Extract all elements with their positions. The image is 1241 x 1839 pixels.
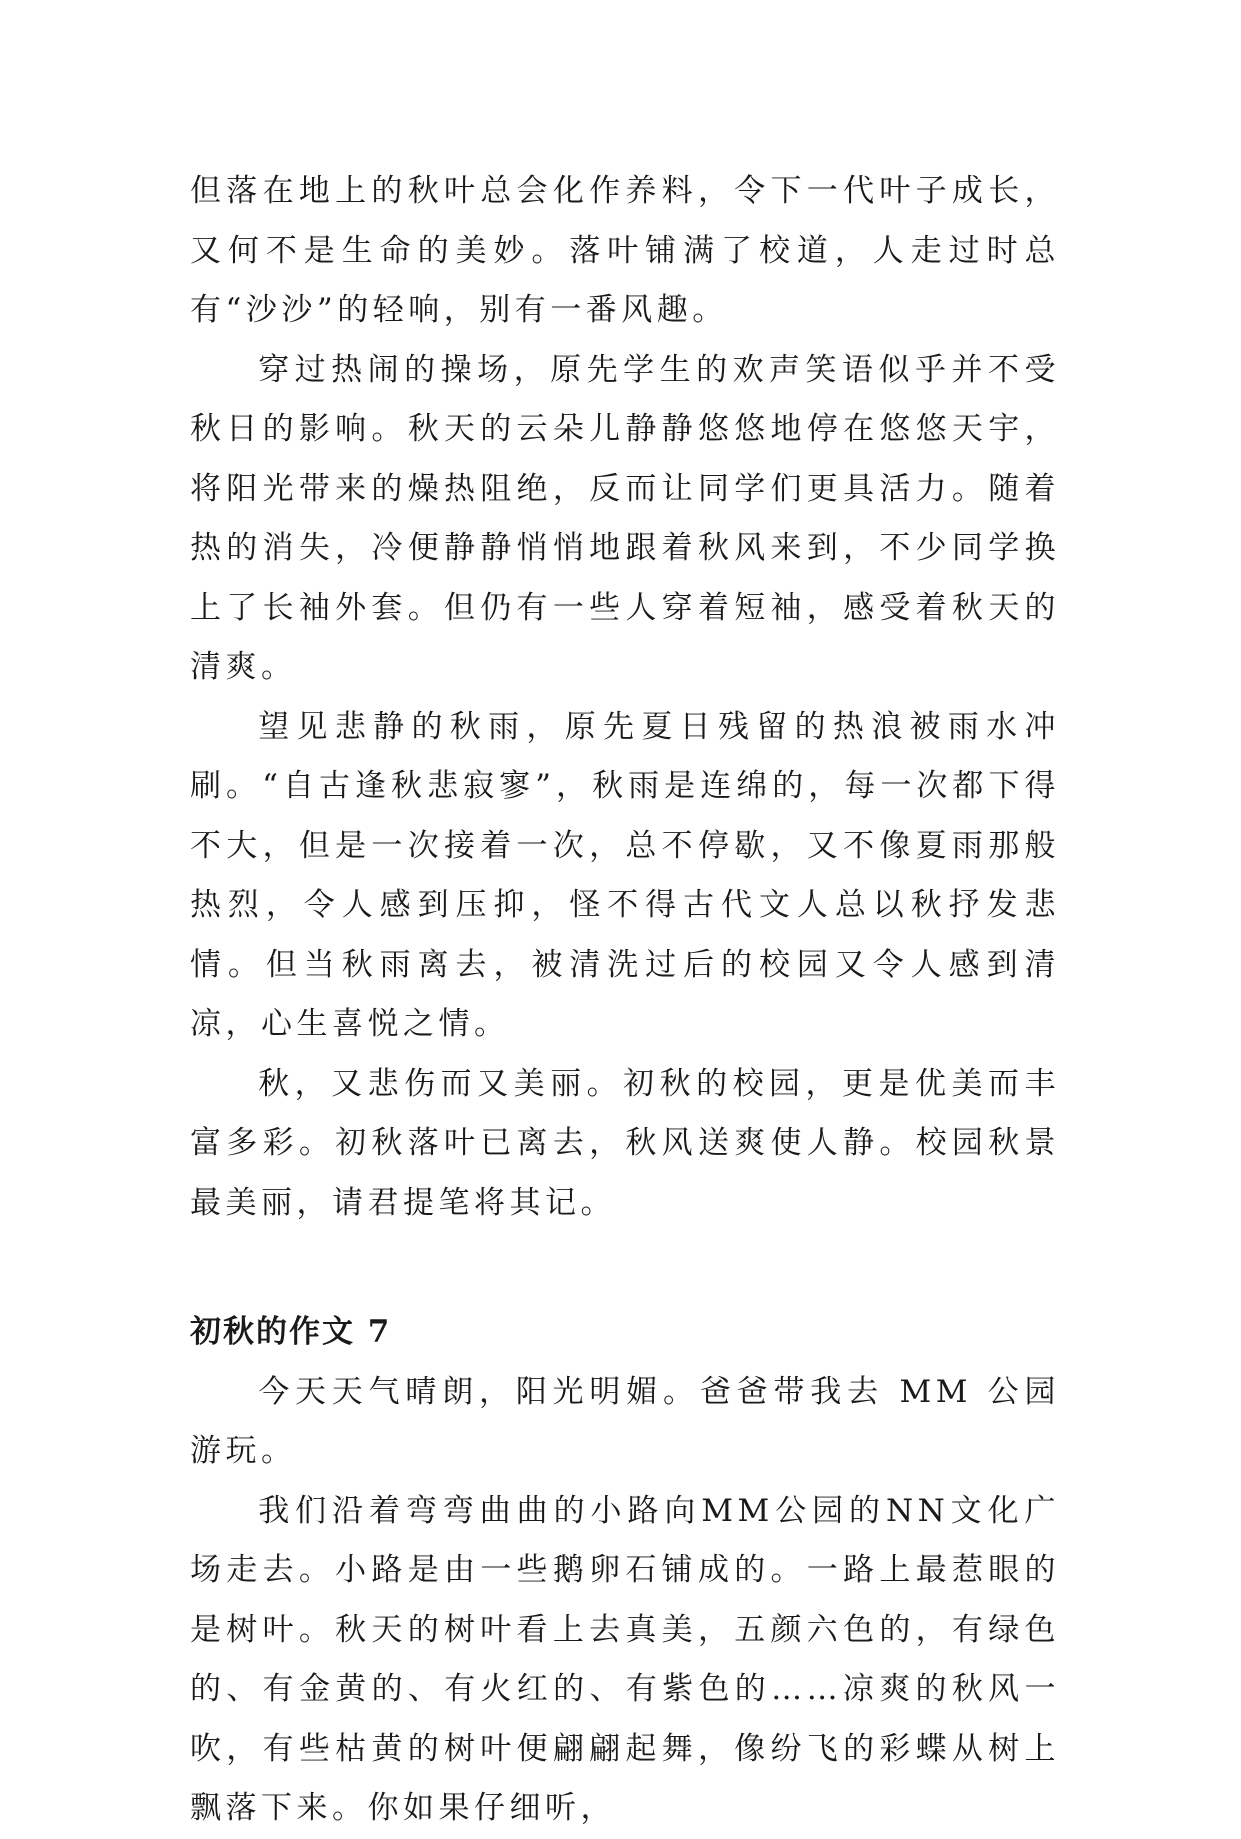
section-title: 初秋的作文 7 [190,1314,392,1350]
paragraph-park-walk: 我们沿着弯弯曲曲的小路向MM公园的NN文化广场走去。小路是由一些鹅卵石铺成的。一路上最惹眼的是树叶。秋天的树叶看上去真美，五颜六色的，有绿色的、有金黄的、有火红的、有紫色的……凉爽的秋风一吹，有些枯黄的树叶便翩翩起舞，像纷飞的彩蝶从树上飘落下来。你如果仔细听， [190,1492,1060,1826]
paragraph-weather: 今天天气晴朗，阳光明媚。爸爸带我去 MM 公园游玩。 [190,1373,1060,1469]
paragraph-autumn-rain: 望见悲静的秋雨，原先夏日残留的热浪被雨水冲刷。“自古逢秋悲寂寥”，秋雨是连绵的，每一次都下得不大，但是一次接着一次，总不停歇，又不像夏雨那般热烈，令人感到压抑，怪不得古代文人总以秋抒发悲情。但当秋雨离去，被清洗过后的校园又令人感到清凉，心生喜悦之情。 [190,708,1060,1042]
paragraph-continued: 但落在地上的秋叶总会化作养料，令下一代叶子成长，又何不是生命的美妙。落叶铺满了校道，人走过时总有“沙沙”的轻响，别有一番风趣。 [190,173,1060,328]
paragraph-playground: 穿过热闹的操场，原先学生的欢声笑语似乎并不受秋日的影响。秋天的云朵儿静静悠悠地停在悠悠天宇，将阳光带来的燥热阻绝，反而让同学们更具活力。随着热的消失，冷便静静悄悄地跟着秋风来到，不少同学换上了长袖外套。但仍有一些人穿着短袖，感受着秋天的清爽。 [190,351,1060,685]
document-page [190,162,1060,1839]
paragraph-conclusion: 秋，又悲伤而又美丽。初秋的校园，更是优美而丰富多彩。初秋落叶已离去，秋风送爽使人静。校园秋景最美丽，请君提笔将其记。 [190,1065,1060,1221]
